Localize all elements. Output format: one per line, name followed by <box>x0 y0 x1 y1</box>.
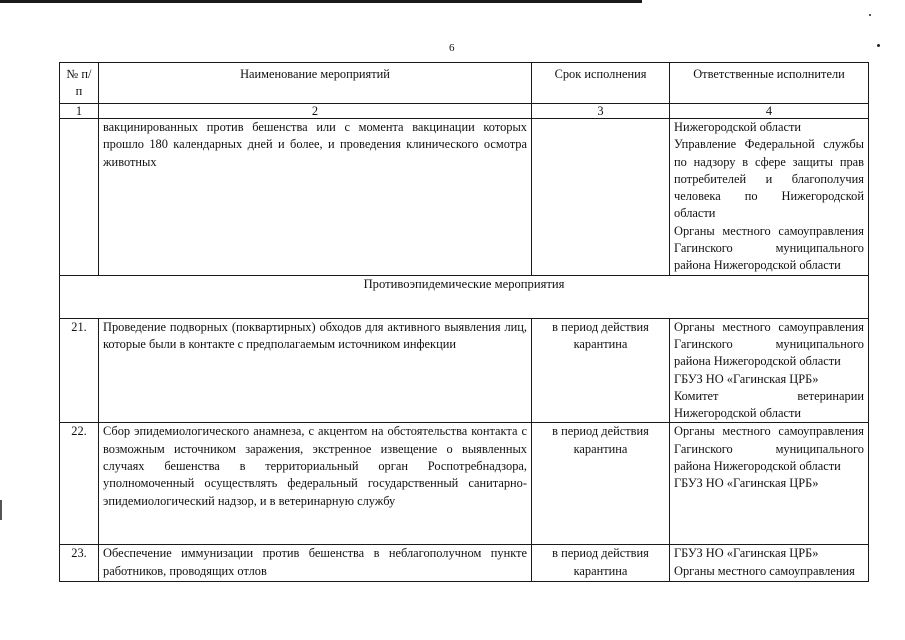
column-index-row <box>60 104 869 119</box>
scan-speck <box>877 44 880 47</box>
measure-executors <box>670 545 869 582</box>
executor: Органы местного самоуправления <box>674 563 855 578</box>
executor: Нижегородской области <box>674 120 802 134</box>
top-rule <box>0 0 642 3</box>
executor: Комитет ветеринарии Нижегородской области <box>674 388 864 421</box>
measure-term: в период действия карантина <box>532 545 670 582</box>
executor: ГБУЗ НО «Гагинская ЦРБ» <box>674 546 819 561</box>
measure-name: Проведение подворных (поквартирных) обходов для активного выявления лиц, которые были в контакте с предполагаемым источником инфекции <box>99 318 532 423</box>
measure-name-text: Обеспечение иммунизации против бешенства в неблагополучном пункте работников, проводящих отлов <box>103 546 527 578</box>
header-name: Наименование мероприятий <box>99 63 532 104</box>
measure-term <box>532 119 670 276</box>
column-index: 2 <box>99 104 532 119</box>
measure-executors <box>670 318 869 423</box>
header-term: Срок исполнения <box>532 63 670 104</box>
column-index: 1 <box>60 104 99 119</box>
table-row <box>60 318 869 423</box>
executor: Органы местного самоуправления Гагинского муниципального района Нижегородской области <box>674 223 864 273</box>
executor: ГБУЗ НО «Гагинская ЦРБ» <box>674 476 819 491</box>
measure-name: Сбор эпидемиологического анамнеза, с акцентом на обстоятельства контакта с возможным источником заражения, экстренное извещение о выявленных случаях бешенства в территориальный орган Роспотребнадзора, уполномоченный осуществлять федеральный государственный санитарно-эпидемиологический надзор, и в ветеринарную службу <box>99 423 532 545</box>
measure-term: в период действия карантина <box>532 423 670 545</box>
executor: Органы местного самоуправления Гагинского муниципального района Нижегородской области <box>674 319 864 369</box>
table-row <box>60 423 869 545</box>
table-header-row <box>60 63 869 104</box>
executor: Органы местного самоуправления Гагинского муниципального района Нижегородской области <box>674 424 864 474</box>
row-num: 23. <box>60 545 99 582</box>
measure-executors <box>670 119 869 276</box>
column-index: 3 <box>532 104 670 119</box>
table-row <box>60 119 869 276</box>
measures-table <box>59 62 869 582</box>
measure-name: вакцинированных против бешенства или с момента вакцинации которых прошло 180 календарных дней и более, и проведения клинического осмотра животных <box>99 119 532 276</box>
page-number: 6 <box>449 42 455 54</box>
measure-executors <box>670 423 869 545</box>
row-num: 21. <box>60 318 99 423</box>
row-num <box>60 119 99 276</box>
section-row <box>60 275 869 318</box>
row-num: 22. <box>60 423 99 545</box>
table-row <box>60 545 869 582</box>
header-executors: Ответственные исполнители <box>670 63 869 104</box>
scan-speck <box>869 14 871 16</box>
executor: Управление Федеральной службы по надзору в сфере защиты прав потребителей и благополучия человека по Нижегородской области <box>674 137 864 221</box>
measure-name <box>99 545 532 582</box>
executor: ГБУЗ НО «Гагинская ЦРБ» <box>674 371 819 386</box>
header-num: № п/п <box>60 63 99 104</box>
column-index: 4 <box>670 104 869 119</box>
measure-term: в период действия карантина <box>532 318 670 423</box>
section-title: Противоэпидемические мероприятия <box>60 275 869 318</box>
scan-margin-mark <box>0 500 2 520</box>
